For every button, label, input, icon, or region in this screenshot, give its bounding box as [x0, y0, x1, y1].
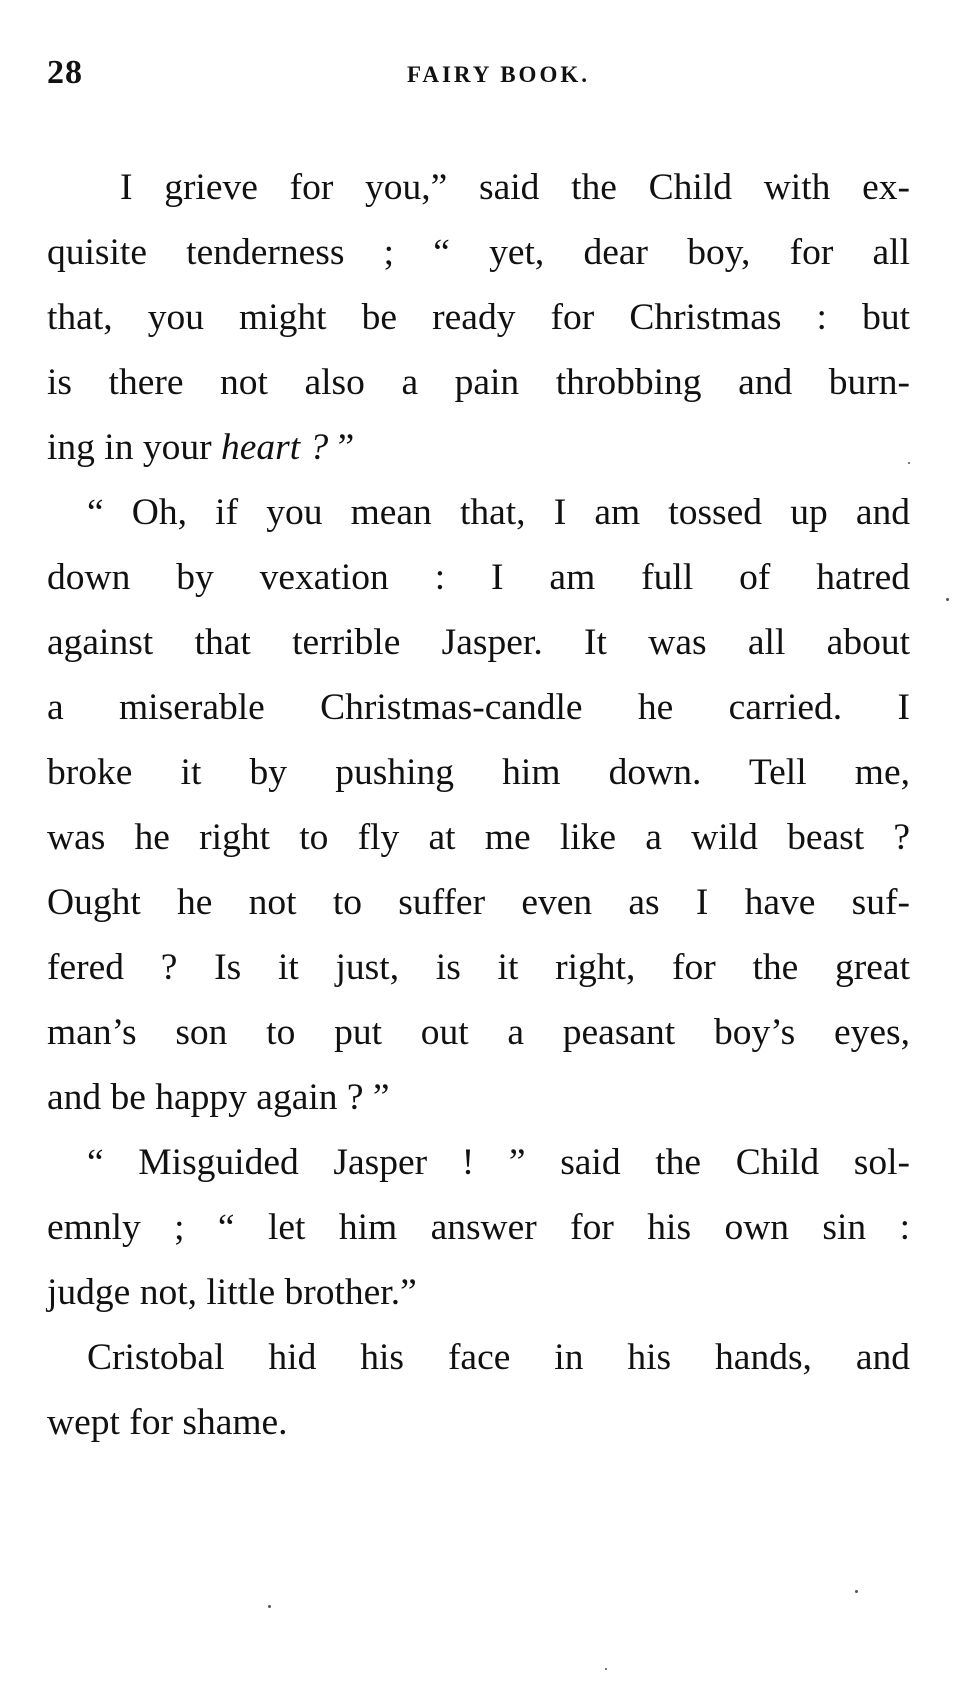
text-line: down by vexation : I am full of hatred	[47, 557, 910, 598]
text-line: “ Misguided Jasper ! ” said the Child sol-	[87, 1142, 910, 1183]
scan-speck	[855, 1590, 858, 1593]
text-line: judge not, little brother.”	[47, 1272, 417, 1313]
page-header	[47, 54, 910, 94]
scan-speck	[268, 1605, 271, 1608]
text-segment: ing in your	[47, 427, 221, 468]
text-line: man’s son to put out a peasant boy’s eyes,	[47, 1012, 910, 1053]
running-title: FAIRY BOOK.	[407, 62, 590, 87]
text-line: and be happy again ? ”	[47, 1077, 390, 1118]
page-number: 28	[47, 54, 83, 91]
text-line: “ Oh, if you mean that, I am tossed up and	[87, 492, 910, 533]
scan-speck	[908, 462, 910, 464]
text-line: fered ? Is it just, is it right, for the great	[47, 947, 910, 988]
text-line: was he right to fly at me like a wild beast ?	[47, 817, 910, 858]
italic-word: heart ?	[220, 427, 329, 468]
text-segment: ”	[328, 427, 355, 468]
text-line: Ought he not to suffer even as I have suf-	[47, 882, 910, 923]
text-line: wept for shame.	[47, 1402, 288, 1443]
text-line	[47, 415, 910, 480]
text-line: quisite tenderness ; “ yet, dear boy, for all	[47, 232, 910, 273]
scan-speck	[946, 598, 949, 601]
text-line: broke it by pushing him down. Tell me,	[47, 752, 910, 793]
text-line: that, you might be ready for Christmas : but	[47, 297, 910, 338]
text-line: emnly ; “ let him answer for his own sin :	[47, 1207, 910, 1248]
text-line: Cristobal hid his face in his hands, and	[87, 1337, 910, 1378]
text-line: is there not also a pain throbbing and burn-	[47, 362, 910, 403]
scan-speck	[605, 1668, 607, 1670]
body-text	[47, 155, 910, 1455]
text-line: I grieve for you,” said the Child with ex-	[120, 167, 910, 208]
text-line: against that terrible Jasper. It was all about	[47, 622, 910, 663]
text-line: a miserable Christmas-candle he carried. I	[47, 687, 910, 728]
